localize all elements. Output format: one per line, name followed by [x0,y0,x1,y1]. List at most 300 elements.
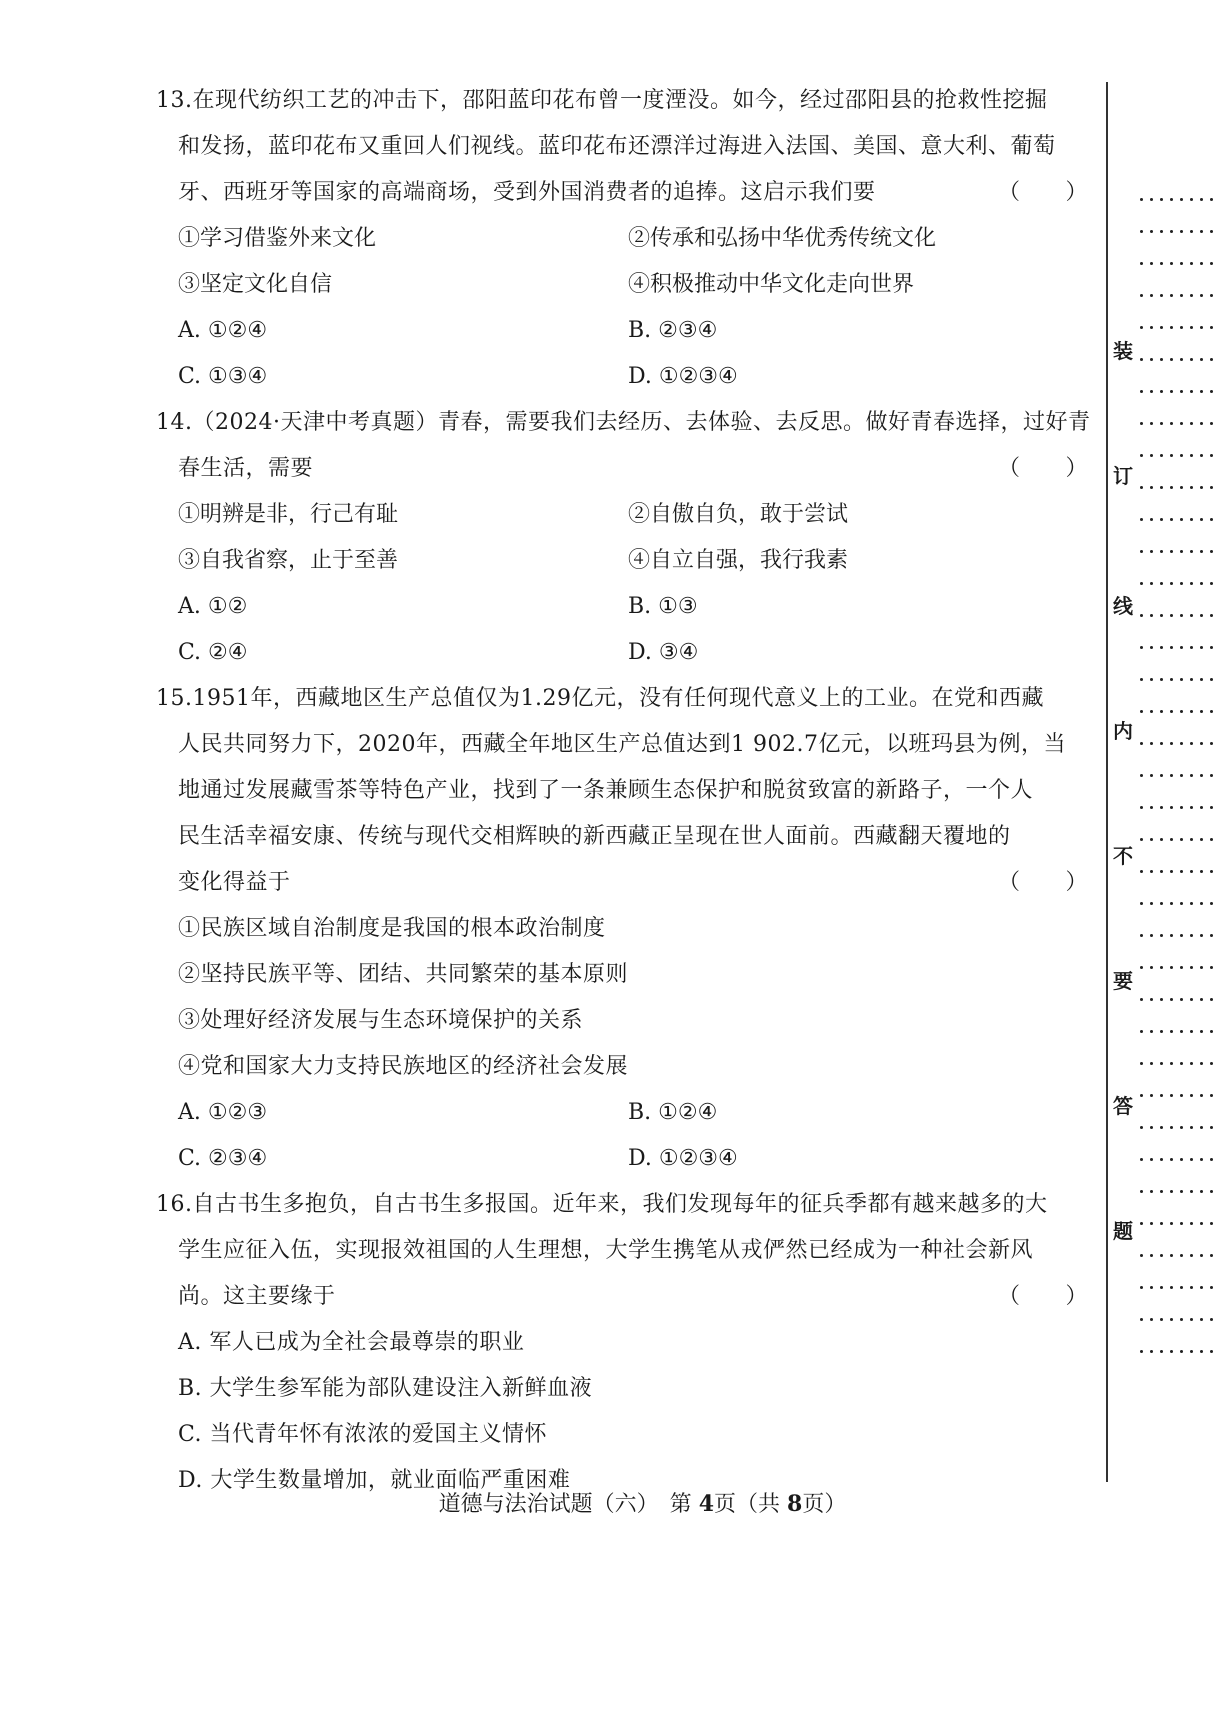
binding-dot [1150,646,1153,649]
binding-dot [1190,934,1193,937]
binding-dot [1190,838,1193,841]
binding-dot [1150,806,1153,809]
binding-dot [1160,390,1163,393]
binding-dot-row [1140,966,1220,970]
binding-dot [1160,838,1163,841]
binding-dot [1180,390,1183,393]
binding-dot [1210,998,1213,1001]
binding-dot [1140,774,1143,777]
binding-dot [1170,1222,1173,1225]
binding-dot [1180,1094,1183,1097]
binding-dot [1210,1350,1213,1353]
binding-dot [1190,1030,1193,1033]
binding-dot [1200,550,1203,553]
binding-dot [1170,998,1173,1001]
binding-dot [1170,1190,1173,1193]
binding-dot [1180,1126,1183,1129]
choice-row [178,354,1088,400]
binding-dot [1140,1094,1143,1097]
binding-dot-row [1140,358,1220,362]
binding-dot [1190,998,1193,1001]
binding-dot [1170,582,1173,585]
binding-dot [1190,966,1193,969]
binding-dot [1150,774,1153,777]
question-stem-line [178,722,1088,768]
binding-dot [1160,230,1163,233]
question-stem-line [178,814,1088,860]
binding-dot [1200,742,1203,745]
binding-dot [1180,1222,1183,1225]
binding-dot [1200,1350,1203,1353]
binding-dot [1200,422,1203,425]
binding-dot [1200,486,1203,489]
binding-dot [1150,1030,1153,1033]
binding-dot [1150,358,1153,361]
binding-dot [1190,358,1193,361]
binding-dot [1190,518,1193,521]
binding-dot [1180,902,1183,905]
footer-total-pages: 8 [787,1491,803,1517]
binding-dot [1140,1158,1143,1161]
binding-dot [1180,678,1183,681]
binding-dot [1200,1286,1203,1289]
statement-row [178,538,1088,584]
binding-dot [1200,998,1203,1001]
binding-dot [1200,838,1203,841]
binding-dot [1190,1094,1193,1097]
footer-page-suffix: 页） [802,1492,847,1517]
binding-dot-row [1140,1318,1220,1322]
answer-choice: D. ①②③④ [628,1146,738,1171]
question-stem-text: 人民共同努力下，2020年，西藏全年地区生产总值达到1 902.7亿元，以班玛县为例，当 [178,732,1066,757]
binding-dot [1210,262,1213,265]
binding-dot [1140,710,1143,713]
binding-dot [1160,326,1163,329]
binding-dot [1200,1062,1203,1065]
statement-item: C. 当代青年怀有浓浓的爱国主义情怀 [178,1422,548,1447]
binding-dot [1150,1318,1153,1321]
binding-dot [1170,518,1173,521]
question-stem-text: 牙、西班牙等国家的高端商场，受到外国消费者的追捧。这启示我们要 [178,180,876,205]
binding-dot [1160,518,1163,521]
binding-dot-row [1140,518,1220,522]
question-stem-text: 尚。这主要缘于 [178,1284,336,1309]
binding-dot [1160,550,1163,553]
binding-dot [1200,870,1203,873]
binding-dot [1160,1094,1163,1097]
binding-dot [1190,742,1193,745]
question-stem-text: 和发扬，蓝印花布又重回人们视线。蓝印花布还漂洋过海进入法国、美国、意大利、葡萄 [178,134,1056,159]
binding-dot [1180,742,1183,745]
binding-dot [1140,934,1143,937]
binding-dot [1160,998,1163,1001]
binding-dot [1160,582,1163,585]
binding-dot [1170,358,1173,361]
binding-dot [1200,614,1203,617]
binding-dot [1150,902,1153,905]
binding-dot-row [1140,1062,1220,1066]
binding-dot [1170,966,1173,969]
binding-dot [1150,486,1153,489]
statement-line [178,1320,1088,1366]
binding-dot-row [1140,934,1220,938]
answer-choice: C. ②③④ [178,1146,268,1171]
binding-dot [1210,550,1213,553]
binding-dot-row [1140,614,1220,618]
binding-dot [1210,774,1213,777]
binding-dot [1180,870,1183,873]
binding-char: 要 [1113,969,1133,993]
binding-dot [1200,966,1203,969]
binding-dot-row [1140,454,1220,458]
binding-dot [1170,1350,1173,1353]
answer-choice: A. ①②④ [178,318,268,343]
binding-dot [1190,806,1193,809]
statement-item: ④积极推动中华文化走向世界 [628,272,915,297]
binding-dot-row [1140,198,1220,202]
binding-dot [1180,774,1183,777]
binding-dot [1150,1254,1153,1257]
binding-dot-row [1140,678,1220,682]
binding-dot [1160,1318,1163,1321]
choice-row [178,630,1088,676]
binding-dot [1180,294,1183,297]
binding-dot [1210,230,1213,233]
binding-dot-row [1140,1126,1220,1130]
binding-dot [1190,294,1193,297]
binding-dot [1160,1126,1163,1129]
binding-dot [1200,1158,1203,1161]
binding-dot [1160,1030,1163,1033]
binding-dot [1190,1062,1193,1065]
binding-dot [1160,1158,1163,1161]
binding-dot [1140,870,1143,873]
statement-item: ④党和国家大力支持民族地区的经济社会发展 [178,1054,629,1079]
footer-page-prefix: 第 [669,1492,692,1517]
binding-dot [1160,966,1163,969]
binding-dot-row [1140,1030,1220,1034]
binding-dot [1150,390,1153,393]
binding-dot [1170,262,1173,265]
binding-dot [1210,742,1213,745]
question-stem-text: 春生活，需要 [178,456,314,481]
binding-dot-row [1140,230,1220,234]
answer-choice: B. ②③④ [628,318,718,343]
binding-dot [1210,966,1213,969]
binding-dot [1190,678,1193,681]
binding-dot [1210,870,1213,873]
answer-paren: （ ） [997,180,1088,205]
statement-item: ③处理好经济发展与生态环境保护的关系 [178,1008,584,1033]
statement-item: ③坚定文化自信 [178,272,333,297]
binding-dot [1200,1030,1203,1033]
answer-choice: A. ①② [178,594,248,619]
binding-dot [1180,518,1183,521]
binding-dot [1210,1222,1213,1225]
binding-dot [1210,1318,1213,1321]
binding-dot [1150,742,1153,745]
binding-dot [1140,198,1143,201]
binding-dot [1190,614,1193,617]
answer-choice: D. ①②③④ [628,364,738,389]
binding-dot [1140,262,1143,265]
binding-dot [1190,1190,1193,1193]
binding-dot [1200,582,1203,585]
binding-dot [1210,838,1213,841]
question-stem-line [178,860,1088,906]
binding-dot [1200,326,1203,329]
statement-item: ①明辨是非，行己有耻 [178,502,399,527]
binding-dot [1160,870,1163,873]
binding-dot [1140,1254,1143,1257]
binding-dot [1210,1062,1213,1065]
binding-dot [1210,358,1213,361]
binding-dot-row [1140,1158,1220,1162]
question-13 [156,78,1088,400]
binding-dot [1160,198,1163,201]
binding-char: 装 [1113,339,1133,363]
binding-dot [1190,230,1193,233]
binding-dot [1210,486,1213,489]
statement-item: A. 军人已成为全社会最尊崇的职业 [178,1330,525,1355]
binding-dot [1190,1222,1193,1225]
binding-dot-row [1140,1222,1220,1226]
binding-dot [1150,614,1153,617]
binding-dot [1180,966,1183,969]
binding-dot [1170,1286,1173,1289]
binding-dot [1150,678,1153,681]
binding-dot [1210,1286,1213,1289]
binding-char: 答 [1113,1094,1133,1118]
answer-choice: C. ②④ [178,640,248,665]
binding-dot-row [1140,326,1220,330]
binding-dot [1180,1286,1183,1289]
binding-dot [1160,742,1163,745]
binding-dot [1190,454,1193,457]
binding-dot [1140,294,1143,297]
question-14 [156,400,1091,676]
binding-dot [1160,1286,1163,1289]
binding-dot [1160,646,1163,649]
binding-dot [1200,1222,1203,1225]
binding-dot [1160,1222,1163,1225]
binding-dot [1210,582,1213,585]
binding-dot [1200,294,1203,297]
binding-dot [1190,582,1193,585]
binding-dot-row [1140,838,1220,842]
question-stem-text: 13.在现代纺织工艺的冲击下，邵阳蓝印花布曾一度湮没。如今，经过邵阳县的抢救性挖掘 [156,88,1048,113]
binding-dot [1170,1126,1173,1129]
binding-dot [1170,742,1173,745]
binding-char: 线 [1113,594,1133,618]
binding-dot [1190,262,1193,265]
binding-dot [1160,294,1163,297]
binding-dot [1170,198,1173,201]
statement-line [178,1366,1088,1412]
binding-dot [1140,390,1143,393]
binding-dot [1140,902,1143,905]
binding-dot-row [1140,550,1220,554]
binding-dot-row [1140,1350,1220,1354]
binding-dot [1150,582,1153,585]
binding-dot [1160,1190,1163,1193]
binding-dot [1150,326,1153,329]
binding-dot [1190,1350,1193,1353]
binding-dot [1180,422,1183,425]
binding-dot [1140,614,1143,617]
binding-dot [1170,1158,1173,1161]
statement-item: ②自傲自负，敢于尝试 [628,502,849,527]
question-stem-text: 15.1951年，西藏地区生产总值仅为1.29亿元，没有任何现代意义上的工业。在党和西藏 [156,686,1044,711]
binding-dot [1150,1286,1153,1289]
binding-dot-row [1140,1190,1220,1194]
binding-dot [1200,262,1203,265]
binding-dot [1170,1254,1173,1257]
binding-dot [1190,1126,1193,1129]
binding-dot [1170,294,1173,297]
binding-dot [1200,1318,1203,1321]
binding-dot [1210,198,1213,201]
question-16 [156,1182,1088,1504]
binding-char: 不 [1113,844,1133,868]
statement-line [178,1044,1088,1090]
binding-dot [1210,1126,1213,1129]
binding-dot-row [1140,422,1220,426]
binding-dot [1140,1350,1143,1353]
binding-dot-row [1140,870,1220,874]
question-stem-text: 学生应征入伍，实现报效祖国的人生理想，大学生携笔从戎俨然已经成为一种社会新风 [178,1238,1034,1263]
binding-dot [1140,1062,1143,1065]
binding-dot [1190,422,1193,425]
statement-item: D. 大学生数量增加，就业面临严重困难 [178,1468,571,1493]
binding-char: 题 [1113,1219,1133,1243]
binding-dot [1150,230,1153,233]
binding-dot [1170,902,1173,905]
binding-dot [1150,966,1153,969]
statement-line [178,906,1088,952]
binding-dot-row [1140,774,1220,778]
binding-dot [1160,806,1163,809]
binding-dot [1170,550,1173,553]
binding-dot [1200,902,1203,905]
binding-dot [1160,902,1163,905]
binding-dot [1140,550,1143,553]
binding-dot [1210,1254,1213,1257]
binding-dot [1180,454,1183,457]
binding-dot [1190,774,1193,777]
binding-dot [1150,934,1153,937]
binding-dot-row [1140,806,1220,810]
question-stem-text: 14.（2024·天津中考真题）青春，需要我们去经历、去体验、去反思。做好青春选择，过好青 [156,410,1091,435]
binding-dot-row [1140,742,1220,746]
binding-dot [1160,1254,1163,1257]
binding-dot [1140,742,1143,745]
binding-dot [1200,678,1203,681]
binding-dot [1180,1190,1183,1193]
binding-dot [1210,326,1213,329]
question-stem-text: 民生活幸福安康、传统与现代交相辉映的新西藏正呈现在世人面前。西藏翻天覆地的 [178,824,1011,849]
binding-dot [1150,1094,1153,1097]
binding-dot [1180,1318,1183,1321]
choice-row [178,1090,1088,1136]
binding-dot [1160,614,1163,617]
binding-dot [1170,838,1173,841]
binding-dot [1150,1222,1153,1225]
question-stem-line [178,1274,1088,1320]
binding-dot [1140,454,1143,457]
binding-dot [1200,934,1203,937]
binding-dot [1180,550,1183,553]
binding-dot [1180,646,1183,649]
binding-dot [1180,262,1183,265]
statement-item: ④自立自强，我行我素 [628,548,849,573]
binding-dot [1150,710,1153,713]
binding-dot [1170,646,1173,649]
binding-dot [1140,230,1143,233]
question-stem-line [156,400,1091,446]
binding-dot [1190,1286,1193,1289]
binding-dot [1180,198,1183,201]
binding-dot [1140,998,1143,1001]
binding-dot [1170,390,1173,393]
binding-dot-row [1140,582,1220,586]
binding-dot [1180,1254,1183,1257]
binding-dot [1200,646,1203,649]
binding-dot [1190,710,1193,713]
binding-dot [1150,422,1153,425]
binding-dot [1180,326,1183,329]
binding-dot [1170,422,1173,425]
binding-dot [1140,1126,1143,1129]
binding-dot-row [1140,710,1220,714]
binding-char: 内 [1113,719,1133,743]
binding-dot [1180,806,1183,809]
binding-dot [1210,678,1213,681]
binding-dot [1160,710,1163,713]
answer-paren: （ ） [997,1284,1088,1309]
choice-row [178,584,1088,630]
questions-block [156,78,1091,1504]
binding-dot [1170,230,1173,233]
binding-dot [1140,1190,1143,1193]
binding-dot [1190,870,1193,873]
binding-dot [1180,998,1183,1001]
binding-dot [1140,838,1143,841]
binding-dot [1180,1062,1183,1065]
binding-dot [1180,1030,1183,1033]
question-stem-line [178,170,1088,216]
binding-dot [1150,1350,1153,1353]
binding-dot [1140,966,1143,969]
binding-dot [1150,294,1153,297]
binding-dot [1150,518,1153,521]
binding-dot [1140,518,1143,521]
binding-dot [1140,678,1143,681]
binding-dot [1160,678,1163,681]
binding-dot [1150,550,1153,553]
binding-dot [1170,870,1173,873]
question-stem-line [178,768,1088,814]
binding-dot [1210,646,1213,649]
binding-dot [1160,454,1163,457]
question-stem-text: 变化得益于 [178,870,291,895]
binding-dot [1200,358,1203,361]
statement-line [178,952,1088,998]
binding-dot [1150,1062,1153,1065]
answer-choice: A. ①②③ [178,1100,268,1125]
binding-dot [1140,1030,1143,1033]
statement-item: ③自我省察，止于至善 [178,548,399,573]
